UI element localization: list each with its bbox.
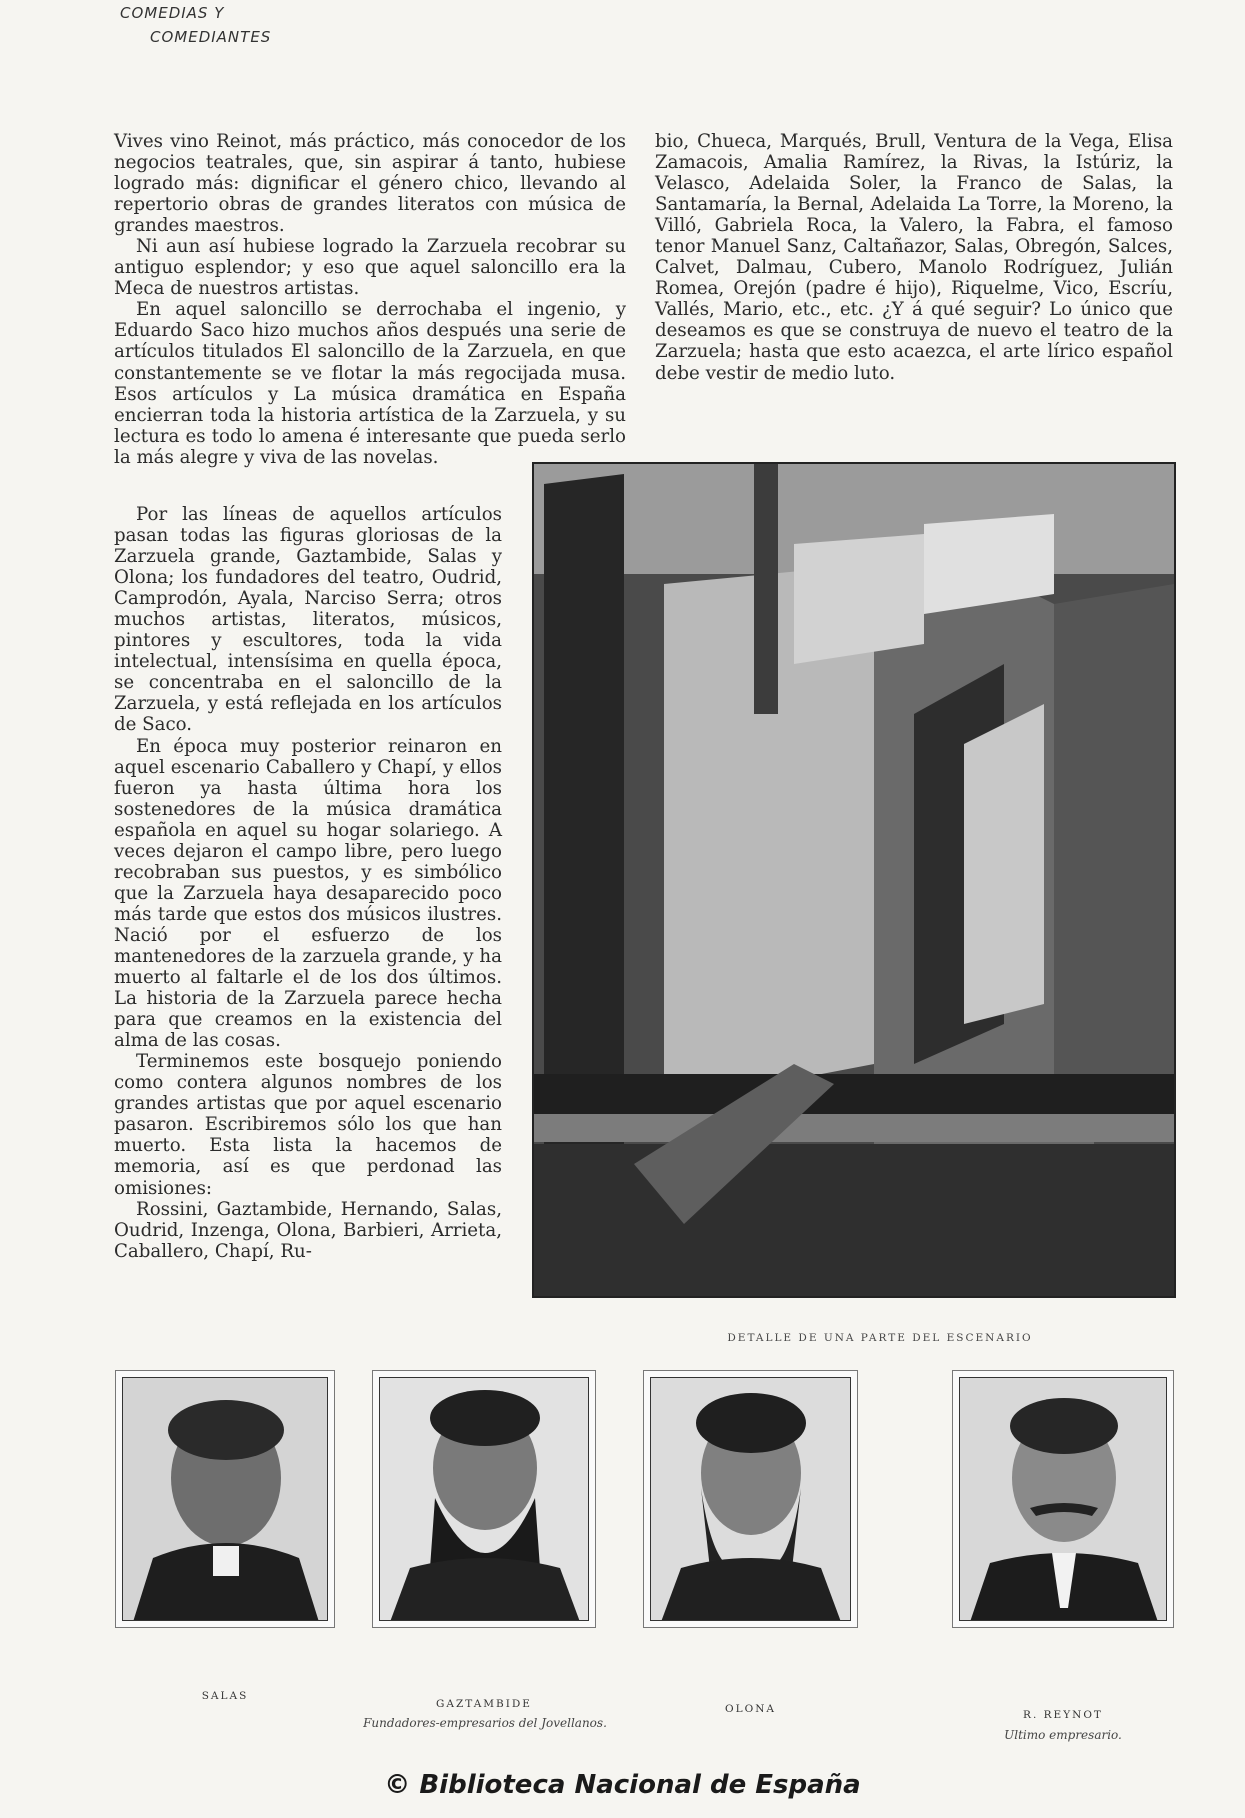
masthead-line-1: COMEDIAS Y <box>120 4 225 22</box>
paragraph: bio, Chueca, Marqués, Brull, Ventura de la Vega, Elisa Zamacois, Amalia Ramírez, la Rivas, la Istúriz, la Velasco, Adelaida Soler, la Franco de Salas, la Santamaría, la Bernal, Adelaida La Torre, la Moreno, la Villó, Gabriela Roca, la Valero, la Fabra, el famoso tenor Manuel Sanz, Caltañazor, Salas, Obregón, Salces, Calvet, Dalmau, Cubero, Manolo Rodríguez, Julián Romea, Orejón (padre é hijo), Riquelme, Vico, Escríu, Vallés, Mario, etc., etc. ¿Y á qué seguir? Lo único que deseamos es que se construya de nuevo el teatro de la Zarzuela; hasta que esto acaezca, el arte lírico español debe vestir de medio luto. <box>655 131 1173 384</box>
left-text-column-narrow <box>114 504 502 1262</box>
paragraph: Por las líneas de aquellos artículos pasan todas las figuras gloriosas de la Zarzuela grande, Gaztambide, Salas y Olona; los fundadores del teatro, Oudrid, Camprodón, Ayala, Narciso Serra; otros muchos artistas, literatos, músicos, pintores y escultores, toda la vida intelectual, intensísima en quella época, se concentraba en el saloncillo de la Zarzuela, y está reflejada en los artículos de Saco. <box>114 504 502 736</box>
paragraph: En época muy posterior reinaron en aquel escenario Caballero y Chapí, y ellos fueron ya hasta última hora los sostenedores de la música dramática española en aquel su hogar solariego. A veces dejaron el campo libre, pero luego recobraban sus puestos, y es simbólico que la Zarzuela haya desaparecido poco más tarde que estos dos músicos ilustres. Nació por el esfuerzo de los mantenedores de la zarzuela grande, y ha muerto al faltarle el de los dos últimos. La historia de la Zarzuela parece hecha para que creamos en la existencia del alma de las cosas. <box>114 735 502 1052</box>
portrait-name-salas: SALAS <box>201 1690 249 1702</box>
portrait-gaztambide <box>372 1370 596 1628</box>
masthead-line-2: COMEDIANTES <box>150 28 272 46</box>
stage-photo <box>532 462 1176 1298</box>
portrait-salas <box>115 1370 335 1628</box>
portrait-name-gaztambide: GAZTAMBIDE <box>436 1698 532 1710</box>
portrait-image <box>123 1378 328 1621</box>
paragraph: Terminemos este bosquejo poniendo como contera algunos nombres de los grandes artistas que por aquel escenario pasaron. Escribiremos sólo los que han muerto. Esta lista la hacemos de memoria, así es que perdonad las omisiones: <box>114 1051 502 1199</box>
paragraph: Ni aun así hubiese logrado la Zarzuela recobrar su antiguo esplendor; y eso que aquel saloncillo era la Meca de nuestros artistas. <box>114 236 626 300</box>
stage-photo-caption: DETALLE DE UNA PARTE DEL ESCENARIO <box>727 1332 1033 1344</box>
portrait-reynot <box>952 1370 1174 1628</box>
portrait-name-olona: OLONA <box>725 1703 776 1715</box>
copyright-footer: © Biblioteca Nacional de España <box>384 1770 861 1800</box>
paragraph: En aquel saloncillo se derrochaba el ingenio, y Eduardo Saco hizo muchos años después una serie de artículos titulados El saloncillo de la Zarzuela, en que constantemente se ve flotar la más regocijada musa. Esos artículos y La música dramática en España encierran toda la historia artística de la Zarzuela, y su lectura es todo lo amena é interesante que pueda serlo la más alegre y viva de las novelas. <box>114 299 626 468</box>
portrait-subtitle-founders: Fundadores-empresarios del Jovellanos. <box>363 1716 607 1730</box>
stage-ruins-image <box>534 464 1174 1296</box>
left-text-column <box>114 131 626 468</box>
portrait-image <box>960 1378 1167 1621</box>
portrait-name-reynot: R. REYNOT <box>1023 1709 1103 1721</box>
paragraph: Vives vino Reinot, más práctico, más conocedor de los negocios teatrales, que, sin aspirar á tanto, hubiese logrado más: dignificar el género chico, llevando al repertorio obras de grandes literatos con música de grandes maestros. <box>114 131 626 237</box>
paragraph: Rossini, Gaztambide, Hernando, Salas, Oudrid, Inzenga, Olona, Barbieri, Arrieta, Caballero, Chapí, Ru- <box>114 1198 502 1262</box>
portrait-subtitle-last-impresario: Ultimo empresario. <box>1004 1728 1122 1742</box>
portrait-image <box>651 1378 851 1621</box>
portrait-olona <box>643 1370 858 1628</box>
masthead-logo <box>118 4 272 56</box>
portrait-image <box>380 1378 589 1621</box>
right-text-column <box>655 131 1173 384</box>
